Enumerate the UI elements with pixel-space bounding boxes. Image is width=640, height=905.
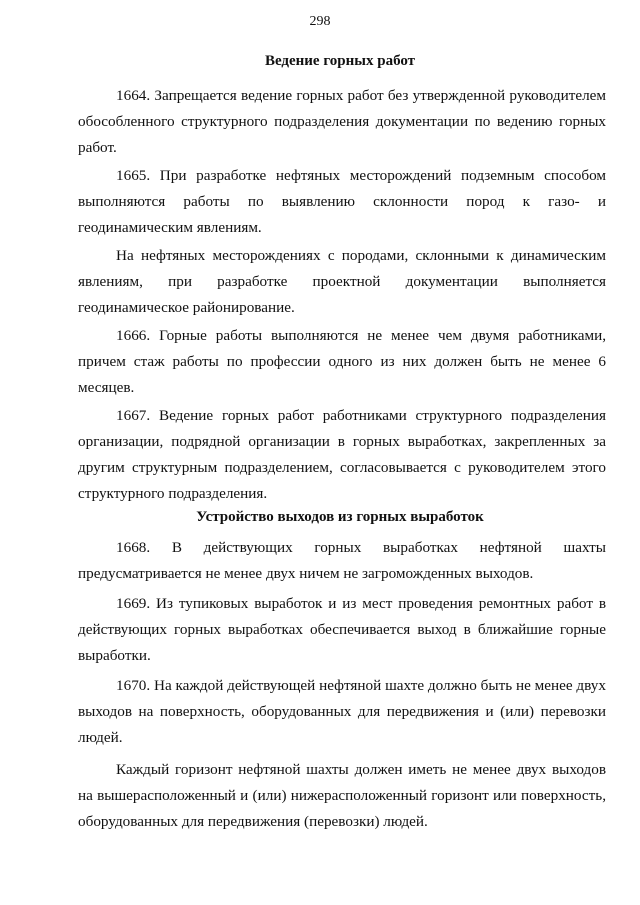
paragraph-1666: 1666. Горные работы выполняются не менее чем двумя работниками, причем стаж работы по профессии одного из них должен быть не менее 6 месяцев. <box>78 327 606 396</box>
section-body-exits <box>78 535 606 837</box>
paragraph-1665-continuation: На нефтяных месторождениях с породами, склонными к динамическим явлениям, при разработке проектной документации выполняется геодинамическое районирование. <box>78 247 606 316</box>
paragraph-1669: 1669. Из тупиковых выработок и из мест проведения ремонтных работ в действующих горных выработках обеспечивается выход в ближайшие горные выработки. <box>78 595 606 664</box>
paragraph-1667: 1667. Ведение горных работ работниками структурного подразделения организации, подрядной организации в горных выработках, закрепленных за другим структурным подразделением, согласовывается с руководителем этого структурного подразделения. <box>78 407 606 502</box>
section-heading-mining-works: Ведение горных работ <box>264 53 416 69</box>
section-body-mining-works <box>78 83 606 509</box>
section-heading-exits: Устройство выходов из горных выработок <box>196 509 484 525</box>
paragraph-1668: 1668. В действующих горных выработках нефтяной шахты предусматривается не менее двух ничем не загроможденных выходов. <box>78 539 606 582</box>
paragraph-1664: 1664. Запрещается ведение горных работ без утвержденной руководителем обособленного структурного подразделения документации по ведению горных работ. <box>78 87 606 156</box>
paragraph-1670: 1670. На каждой действующей нефтяной шахте должно быть не менее двух выходов на поверхность, оборудованных для передвижения и (или) перевозки людей. <box>78 677 606 746</box>
paragraph-1665: 1665. При разработке нефтяных месторождений подземным способом выполняются работы по выявлению склонности пород к газо- и геодинамическим явлениям. <box>78 167 606 236</box>
paragraph-1670-continuation: Каждый горизонт нефтяной шахты должен иметь не менее двух выходов на вышерасположенный и (или) нижерасположенный горизонт или поверхность, оборудованных для передвижения (перевозки) людей. <box>78 761 606 830</box>
page-number: 298 <box>309 14 331 29</box>
